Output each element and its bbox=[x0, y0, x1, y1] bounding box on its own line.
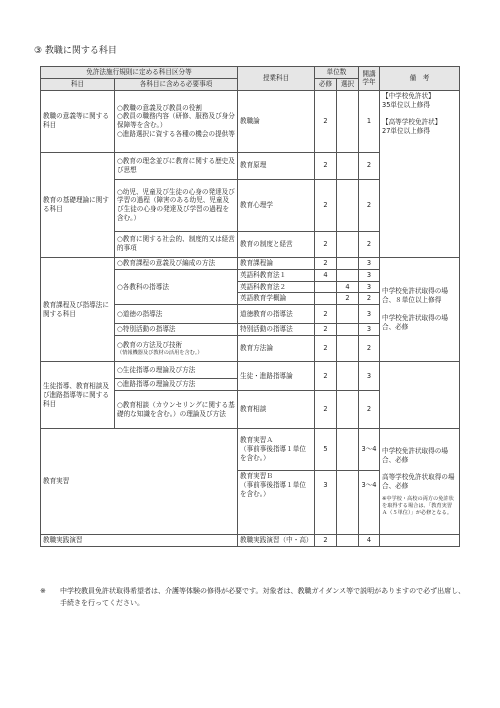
s3-elective bbox=[337, 269, 359, 281]
header-course: 授業科目 bbox=[238, 67, 315, 91]
s3-year: 3 bbox=[359, 269, 380, 281]
s4-course: 生徒・進路指導論 bbox=[238, 362, 315, 391]
s3-course: 英語教育学概論 bbox=[238, 293, 315, 305]
s2-elective bbox=[337, 231, 359, 257]
s3-year: 2 bbox=[359, 336, 380, 362]
s2-required: 2 bbox=[315, 152, 337, 179]
s3-item: ○教育課程の意義及び編成の方法 bbox=[115, 257, 238, 269]
s4-remarks bbox=[380, 362, 460, 429]
s3-course: 教育方法論 bbox=[238, 336, 315, 362]
s2-subject: 教育の基礎理論に関する科目 bbox=[41, 152, 115, 257]
s3-required: 2 bbox=[315, 336, 337, 362]
header-elective: 選択 bbox=[337, 78, 359, 90]
s5-remark: 高等学校免許状取得の場合、必修 bbox=[382, 472, 455, 490]
s3-course: 英語科教育法２ bbox=[238, 281, 315, 293]
s3-item-sub: （情報機器及び教材の活用を含む。） bbox=[117, 349, 203, 356]
s3-item-main: ○教育の方法及び技術 bbox=[117, 340, 183, 349]
s4-elective bbox=[337, 362, 359, 391]
s1-year: 1 bbox=[359, 90, 380, 152]
s3-subject: 教育課程及び指導法に関する科目 bbox=[41, 257, 115, 361]
s2-required: 2 bbox=[315, 179, 337, 231]
s3-year: 3 bbox=[359, 305, 380, 324]
s3-remarks: 中学校免許状取得の場合、８単位以上修得 中学校免許状取得の場合、必修 bbox=[380, 257, 460, 361]
s5-remark: 中学校免許状取得の場合、必修 bbox=[382, 446, 448, 464]
s2-year: 2 bbox=[359, 179, 380, 231]
s2-year: 2 bbox=[359, 152, 380, 179]
s6-remarks bbox=[380, 535, 460, 547]
s5-remark-note: ※中学校・高校の両方の免許状を取得する場合は、「教育実習Ａ（５単位）」が必修となる。 bbox=[382, 496, 454, 516]
s3-year: 2 bbox=[359, 293, 380, 305]
s4-item: ○教育相談（カウンセリングに関する基礎的な知識を含む。）の理論及び方法 bbox=[115, 391, 238, 429]
footnote-mark: ※ bbox=[40, 587, 46, 595]
s4-course: 教育相談 bbox=[238, 391, 315, 429]
s5-elective bbox=[337, 471, 359, 535]
header-law-group: 免許法施行規則に定める科目区分等 bbox=[41, 67, 238, 79]
s2-elective bbox=[337, 152, 359, 179]
s6-elective bbox=[337, 535, 359, 547]
s1-remarks: 【中学校免許状】 35単位以上修得 【高等学校免許状】 27単位以上修得 bbox=[380, 90, 460, 257]
s3-item: ○道徳の指導法 bbox=[115, 305, 238, 324]
s4-elective bbox=[337, 391, 359, 429]
s3-year: 3 bbox=[359, 324, 380, 336]
s1-item: ○教員の職務内容（研修、服務及び身分保障等を含む。） bbox=[117, 112, 235, 130]
s1-item: ○教職の意義及び教員の役割 bbox=[117, 103, 202, 112]
s1-elective bbox=[337, 90, 359, 152]
s5-course: 教育実習Ｂ （事前事後指導１単位を含む。） bbox=[238, 471, 315, 535]
s3-elective: 2 bbox=[337, 293, 359, 305]
s3-course: 教育課程論 bbox=[238, 257, 315, 269]
s1-course: 教職論 bbox=[238, 90, 315, 152]
header-items: 各科目に含める必要事項 bbox=[115, 78, 238, 90]
s1-subject: 教職の意義等に関する科目 bbox=[41, 90, 115, 152]
s3-required: 2 bbox=[315, 257, 337, 269]
s4-required: 2 bbox=[315, 391, 337, 429]
s2-item: ○教育の理念並びに教育に関する歴史及び思想 bbox=[115, 152, 238, 179]
s2-item: ○教育に関する社会的、制度的又は経営的事項 bbox=[115, 231, 238, 257]
s3-elective: 4 bbox=[337, 281, 359, 293]
s3-required: 4 bbox=[315, 269, 337, 281]
s4-item: ○進路指導の理論及び方法 bbox=[115, 379, 238, 391]
s3-required bbox=[315, 293, 337, 305]
s2-elective bbox=[337, 179, 359, 231]
s5-required: 3 bbox=[315, 471, 337, 535]
s3-item: ○各教科の指導法 bbox=[115, 269, 238, 305]
s5-remarks bbox=[380, 429, 460, 535]
s4-year: 3 bbox=[359, 362, 380, 391]
s6-required: 2 bbox=[315, 535, 337, 547]
s2-course: 教育心理学 bbox=[238, 179, 315, 231]
header-subject: 科目 bbox=[41, 78, 115, 90]
s6-subject: 教職実践演習 bbox=[41, 535, 238, 547]
s1-required: 2 bbox=[315, 90, 337, 152]
s2-item: ○幼児、児童及び生徒の心身の発達及び学習の過程（障害のある幼児、児童及び生徒の心身の発達及び学習の過程を含む。） bbox=[115, 179, 238, 231]
teaching-subjects-table bbox=[40, 66, 460, 547]
header-credits: 単位数 bbox=[315, 67, 359, 79]
s4-required: 2 bbox=[315, 362, 337, 391]
s1-items bbox=[115, 90, 238, 152]
s1-item: ○進路選択に資する各種の機会の提供等 bbox=[117, 130, 235, 139]
s6-course: 教職実践演習（中・高） bbox=[238, 535, 315, 547]
s4-year: 2 bbox=[359, 391, 380, 429]
s3-item bbox=[115, 336, 238, 362]
s5-elective bbox=[337, 429, 359, 471]
s2-course: 教育原理 bbox=[238, 152, 315, 179]
s3-course: 特別活動の指導法 bbox=[238, 324, 315, 336]
s2-year: 2 bbox=[359, 231, 380, 257]
s3-year: 3 bbox=[359, 281, 380, 293]
header-remarks: 備 考 bbox=[380, 67, 460, 91]
s5-year: 3～4 bbox=[359, 429, 380, 471]
s3-item: ○特別活動の指導法 bbox=[115, 324, 238, 336]
s3-course: 道徳教育の指導法 bbox=[238, 305, 315, 324]
s3-elective bbox=[337, 257, 359, 269]
s3-required: 2 bbox=[315, 324, 337, 336]
s3-required bbox=[315, 281, 337, 293]
s6-year: 4 bbox=[359, 535, 380, 547]
s2-required: 2 bbox=[315, 231, 337, 257]
s3-year: 3 bbox=[359, 257, 380, 269]
s3-elective bbox=[337, 324, 359, 336]
header-required: 必修 bbox=[315, 78, 337, 90]
s5-course: 教育実習Ａ （事前事後指導１単位を含む。） bbox=[238, 429, 315, 471]
s5-year: 3～4 bbox=[359, 471, 380, 535]
header-year: 開講 学年 bbox=[359, 67, 380, 91]
s3-elective bbox=[337, 336, 359, 362]
s5-required: 5 bbox=[315, 429, 337, 471]
s2-course: 教育の制度と経営 bbox=[238, 231, 315, 257]
s4-item: ○生徒指導の理論及び方法 bbox=[115, 362, 238, 379]
section-title: ③ 教職に関する科目 bbox=[34, 46, 117, 56]
footnote-text: 中学校教員免許状取得希望者は、介護等体験の修得が必要です。対象者は、教職ガイダンス等で説明がありますので必ず出席し、手続きを行ってください。 bbox=[60, 587, 466, 607]
s3-course: 英語科教育法１ bbox=[238, 269, 315, 281]
s4-subject: 生徒指導、教育相談及び進路指導等に関する科目 bbox=[41, 362, 115, 429]
s3-elective bbox=[337, 305, 359, 324]
footnote bbox=[40, 586, 470, 610]
s3-required: 2 bbox=[315, 305, 337, 324]
s5-subject: 教育実習 bbox=[41, 429, 238, 535]
